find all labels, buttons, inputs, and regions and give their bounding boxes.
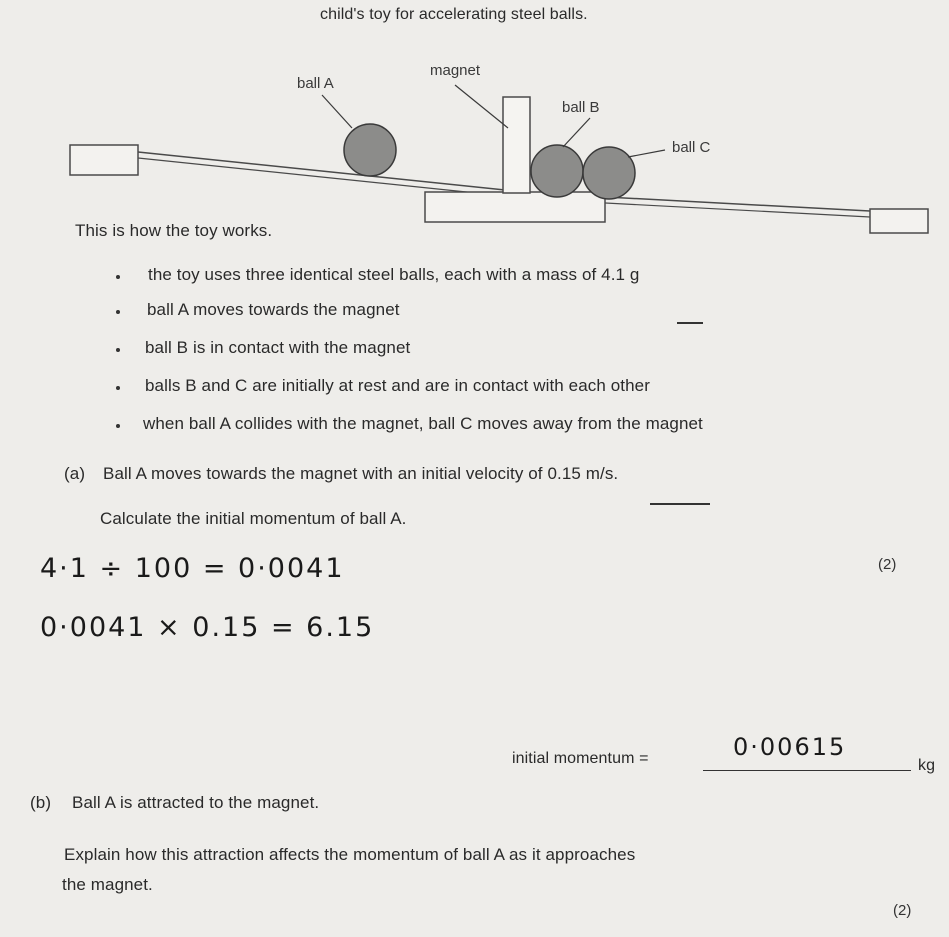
label-magnet: magnet: [430, 62, 481, 79]
question-b-instruction-line-1: Explain how this attraction affects the momentum of ball A as it approaches: [64, 845, 636, 864]
magnet: [503, 97, 530, 193]
label-ball-b: ball B: [562, 99, 600, 116]
answer-label: initial momentum =: [512, 750, 649, 767]
answer-unit: kg: [918, 757, 936, 774]
bullet-marker: [116, 275, 120, 279]
track-top-line: [138, 152, 505, 190]
answer-line: [703, 770, 911, 771]
bullet-item: the toy uses three identical steel balls, each with a mass of 4.1 g: [148, 265, 640, 284]
question-a-marks: (2): [878, 556, 897, 573]
leader-ball-a: [322, 95, 352, 128]
question-a-text: Ball A moves towards the magnet with an initial velocity of 0.15 m/s.: [103, 464, 619, 483]
bullet-item: ball A moves towards the magnet: [147, 300, 400, 319]
ball-c: [583, 147, 635, 199]
bullet-marker: [116, 386, 120, 390]
ball-b: [531, 145, 583, 197]
bullet-item: when ball A collides with the magnet, ball C moves away from the magnet: [143, 414, 703, 433]
question-a-instruction: Calculate the initial momentum of ball A.: [100, 509, 407, 528]
working-line-1: 4·1 ÷ 100 = 0·0041: [40, 553, 345, 584]
question-a-label: (a): [64, 464, 86, 483]
question-b-instruction-line-2: the magnet.: [62, 875, 153, 894]
leader-ball-c: [628, 150, 665, 157]
leader-ball-b: [563, 118, 590, 147]
handwritten-underline: [677, 322, 703, 324]
question-b-text: Ball A is attracted to the magnet.: [72, 793, 320, 812]
question-b-label: (b): [30, 793, 52, 812]
track-bottom-line: [138, 158, 505, 196]
right-end-block: [870, 209, 928, 233]
label-ball-c: ball C: [672, 139, 711, 156]
base-block: [425, 192, 605, 222]
bullet-marker: [116, 310, 120, 314]
toy-diagram: [0, 0, 949, 240]
handwritten-underline: [650, 503, 710, 505]
bullet-item: balls B and C are initially at rest and are in contact with each other: [145, 376, 650, 395]
how-it-works-heading: This is how the toy works.: [75, 221, 273, 240]
bullet-marker: [116, 424, 120, 428]
working-line-2: 0·0041 × 0.15 = 6.15: [40, 612, 375, 643]
caption-fragment: child's toy for accelerating steel balls.: [320, 6, 588, 23]
bullet-item: ball B is in contact with the magnet: [145, 338, 411, 357]
label-ball-a: ball A: [297, 75, 334, 92]
bullet-marker: [116, 348, 120, 352]
answer-value: 0·00615: [733, 733, 847, 761]
leader-magnet: [455, 85, 508, 128]
ball-a: [344, 124, 396, 176]
left-end-block: [70, 145, 138, 175]
question-b-marks: (2): [893, 902, 912, 919]
